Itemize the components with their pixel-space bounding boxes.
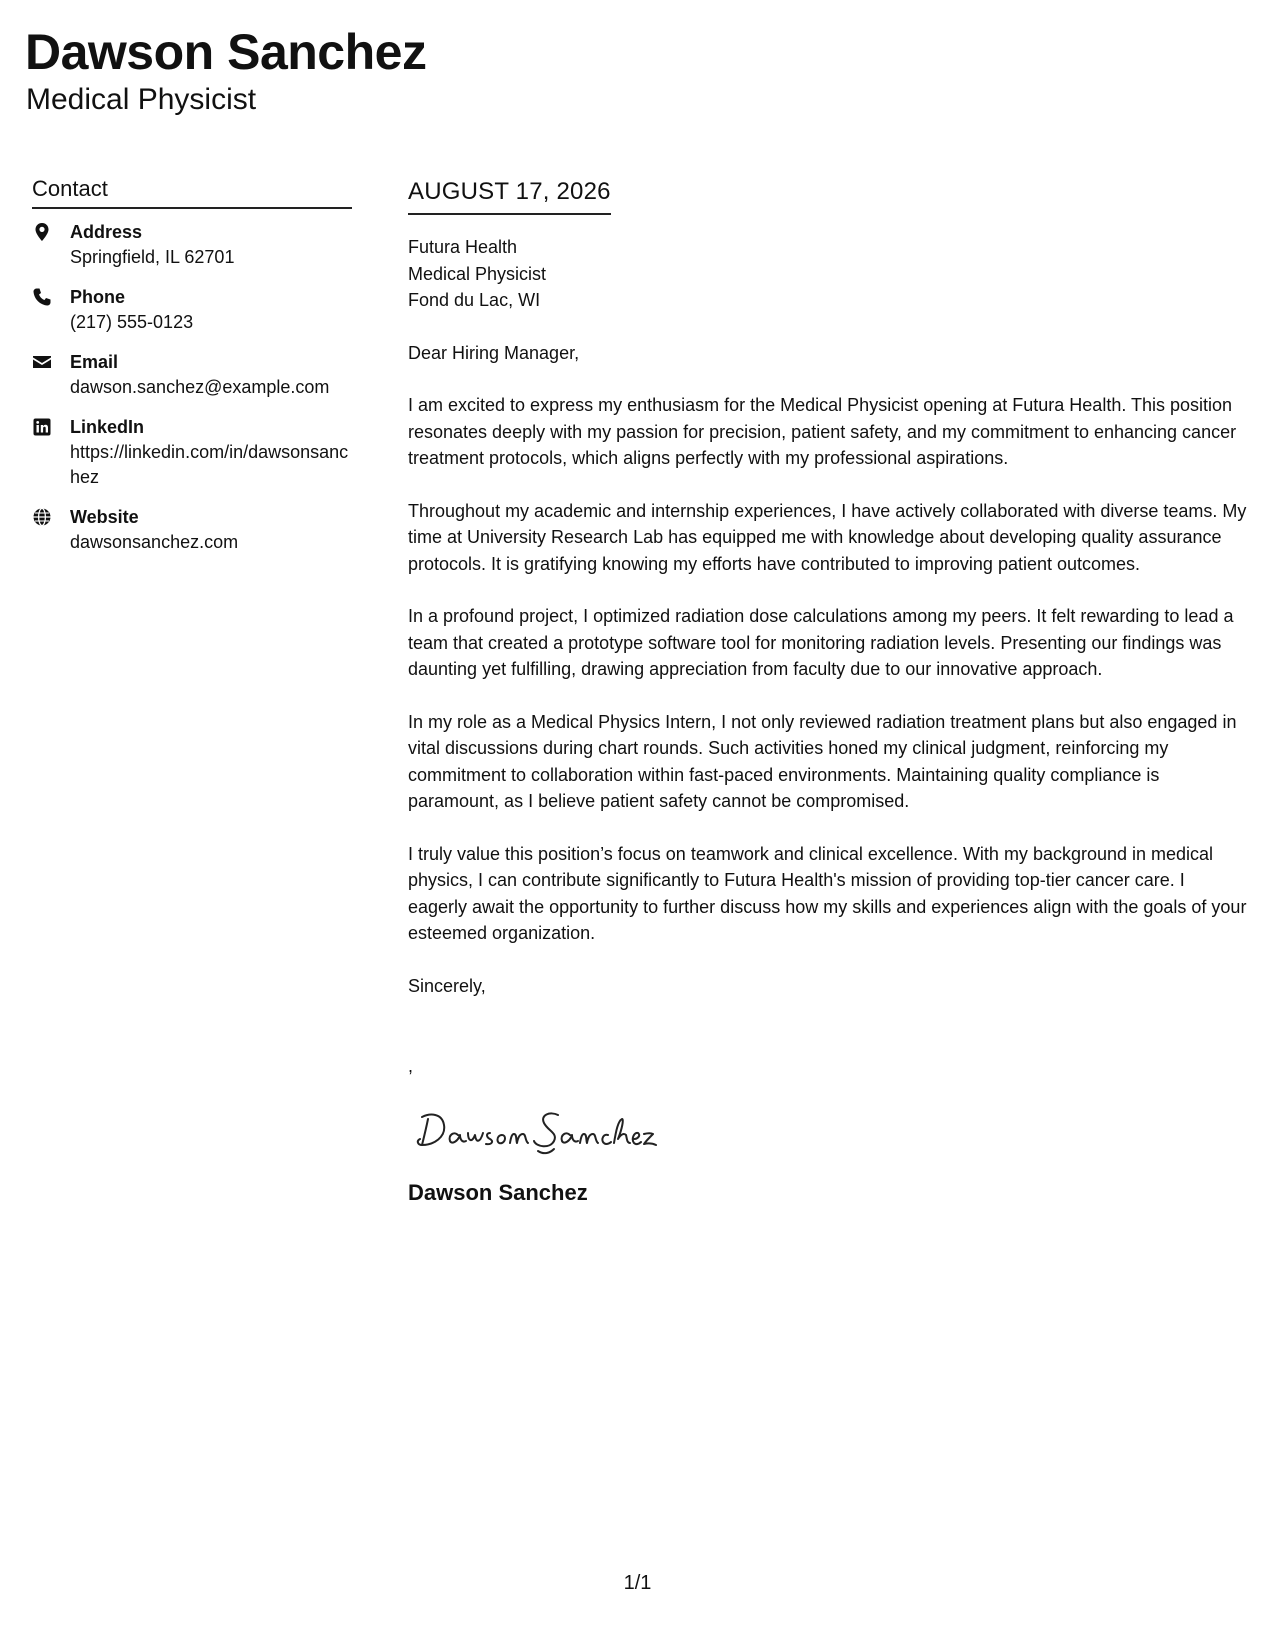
contact-item-address [32,219,352,270]
contact-label: LinkedIn [70,417,145,437]
contact-value: dawsonsanchez.com [70,532,239,552]
closing-comma: , [408,1056,414,1076]
contact-sidebar [32,174,352,569]
body-paragraph: In a profound project, I optimized radiation dose calculations among my peers. It felt rewarding to lead a team that created a prototype software tool for monitoring radiation levels. Presenting our findings was daunting yet fulfilling, drawing appreciation from faculty due to our innovative approach. [408,606,1234,679]
contact-label: Email [70,352,119,372]
salutation: Dear Hiring Manager, [408,342,580,363]
contact-value: https://linkedin.com/in/dawsonsanchez [70,442,349,487]
globe-icon [32,507,52,527]
handwritten-signature [408,1099,668,1159]
email-icon [32,352,52,372]
contact-value: Springfield, IL 62701 [70,247,235,267]
contact-label: Phone [70,287,126,307]
phone-icon [32,287,52,307]
recipient-block [408,234,1248,314]
contact-value: dawson.sanchez@example.com [70,377,330,397]
contact-value: (217) 555-0123 [70,312,194,332]
recipient-company: Futura Health [408,237,518,257]
recipient-location: Fond du Lac, WI [408,290,541,310]
body-paragraph: I am excited to express my enthusiasm for the Medical Physicist opening at Futura Health. This position resonates deeply with my passion for precision, patient safety, and my commitment to enhancing cancer treatment protocols, which aligns perfectly with my professional aspirations. [408,395,1237,468]
contact-item-phone [32,284,352,335]
closing: Sincerely, [408,975,486,996]
signer-name: Dawson Sanchez [408,1180,588,1205]
body-paragraph: In my role as a Medical Physics Intern, I not only reviewed radiation treatment plans but also engaged in vital discussions during chart rounds. Such activities honed my clinical judgment, reinforcing my commitment to collaboration within fast-paced environments. Maintaining quality compliance is paramount, as I believe patient safety cannot be compromised. [408,711,1237,811]
contact-label: Address [70,222,143,242]
contact-label: Website [70,507,139,527]
contact-section-title: Contact [32,174,352,209]
contact-item-linkedin [32,414,352,490]
contact-item-email [32,349,352,400]
applicant-name: Dawson Sanchez [25,24,427,80]
page-number: 1/1 [623,1572,652,1594]
location-pin-icon [32,222,52,242]
applicant-headline: Medical Physicist [26,83,257,116]
body-paragraph: I truly value this position’s focus on teamwork and clinical excellence. With my background in medical physics, I can contribute significantly to Futura Health's mission of providing top-tier cancer care. I eagerly await the opportunity to further discuss how my skills and experiences align with the goals of your esteemed organization. [408,843,1247,943]
linkedin-icon [32,417,52,437]
letter-date: AUGUST 17, 2026 [408,176,611,215]
contact-item-website [32,504,352,555]
recipient-position: Medical Physicist [408,263,547,284]
body-paragraph: Throughout my academic and internship experiences, I have actively collaborated with diverse teams. My time at University Research Lab has equipped me with knowledge about developing quality assurance protocols. It is gratifying knowing my efforts have contributed to improving patient outcomes. [408,500,1247,574]
letter-body [408,176,1248,1207]
